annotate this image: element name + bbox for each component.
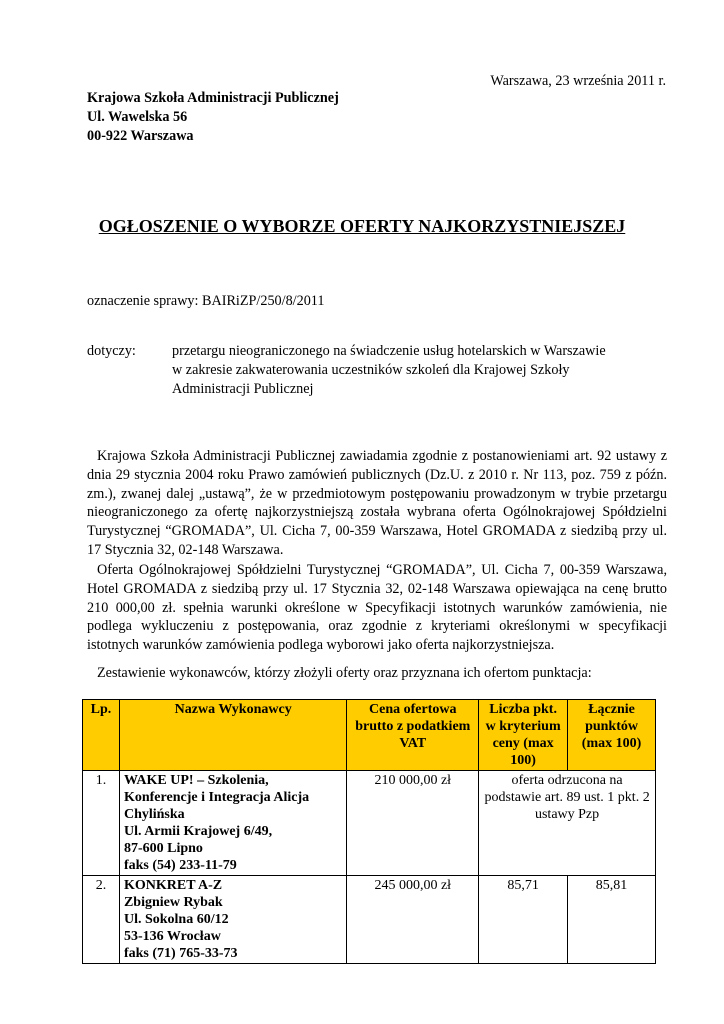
header-total: Łącznie punktów (max 100) [568,700,656,771]
subject-line: w zakresie zakwaterowania uczestników szkoleń dla Krajowej Szkoły [172,362,570,378]
subject-label: dotyczy: [87,343,136,359]
row-lp: 2. [83,876,120,964]
subject-line: Administracji Publicznej [172,381,314,397]
table-intro: Zestawienie wykonawców, którzy złożyli oferty oraz przyznana ich ofertom punktacja: [97,665,592,681]
contractor-name: KONKRET A-Z Zbigniew Rybak Ul. Sokolna 60/12 53-136 Wrocław faks (71) 765-33-73 [119,876,346,964]
announcement-paragraph: Krajowa Szkoła Administracji Publicznej zawiadamia zgodnie z postanowieniami art. 92 ustawy z dnia 29 stycznia 2004 roku Prawo zamówień publicznych (Dz.U. z 2010 r. Nr 113, poz. 759 z późn. zm.), zwanej dalej „ustawą”, że w przedmiotowym postępowaniu prowadzonym w trybie przetargu nieograniczonego za ofertę najkorzystniejszą została wybrana oferta Ogólnokrajowej Spółdzielni Turystycznej “GROMADA”, Ul. Cicha 7, 00-359 Warszawa, Hotel GROMADA z siedzibą przy ul. 17 Stycznia 32, 02-148 Warszawa. [87,448,667,558]
case-reference: oznaczenie sprawy: BAIRiZP/250/8/2011 [87,293,325,309]
total-points: 85,81 [568,876,656,964]
table-row [83,771,656,876]
header-lp: Lp. [83,700,120,771]
offer-price: 245 000,00 zł [347,876,479,964]
offer-price: 210 000,00 zł [347,771,479,876]
header-contractor-name: Nazwa Wykonawcy [119,700,346,771]
sender-city: 00-922 Warszawa [87,128,194,144]
subject-line: przetargu nieograniczonego na świadczenie usług hotelarskich w Warszawie [172,343,606,359]
document-title: OGŁOSZENIE O WYBORZE OFERTY NAJKORZYSTNIEJSZEJ [98,216,626,236]
selected-offer-paragraph: Oferta Ogólnokrajowej Spółdzielni Turystycznej “GROMADA”, Ul. Cicha 7, 00-359 Warszawa, Hotel GROMADA z siedzibą przy ul. 17 Stycznia 32, 02-148 Warszawa opiewająca na cenę brutto 210 000,00 zł. spełnia warunki określone w Specyfikacji istotnych warunków zamówienia, nie podlega wykluczeniu z postępowania, oraz zgodnie z kryteriami określonymi w specyfikacji istotnych warunków zamówienia podlega wyborowi jako oferta najkorzystniejsza. [87,562,667,654]
rejection-note: oferta odrzucona na podstawie art. 89 ust. 1 pkt. 2 ustawy Pzp [479,771,656,876]
row-lp: 1. [83,771,120,876]
sender-address [87,89,339,146]
offers-table [82,699,656,964]
sender-street: Ul. Wawelska 56 [87,109,188,125]
contractor-name: WAKE UP! – Szkolenia, Konferencje i Integracja Alicja Chylińska Ul. Armii Krajowej 6/49, 87-600 Lipno faks (54) 233-11-79 [119,771,346,876]
table-header-row [83,700,656,771]
subject-text [172,342,652,399]
document-date: Warszawa, 23 września 2011 r. [490,73,666,89]
header-points: Liczba pkt. w kryterium ceny (max 100) [479,700,568,771]
sender-name: Krajowa Szkoła Administracji Publicznej [87,90,339,106]
header-price: Cena ofertowa brutto z podatkiem VAT [347,700,479,771]
price-points: 85,71 [479,876,568,964]
table-row [83,876,656,964]
